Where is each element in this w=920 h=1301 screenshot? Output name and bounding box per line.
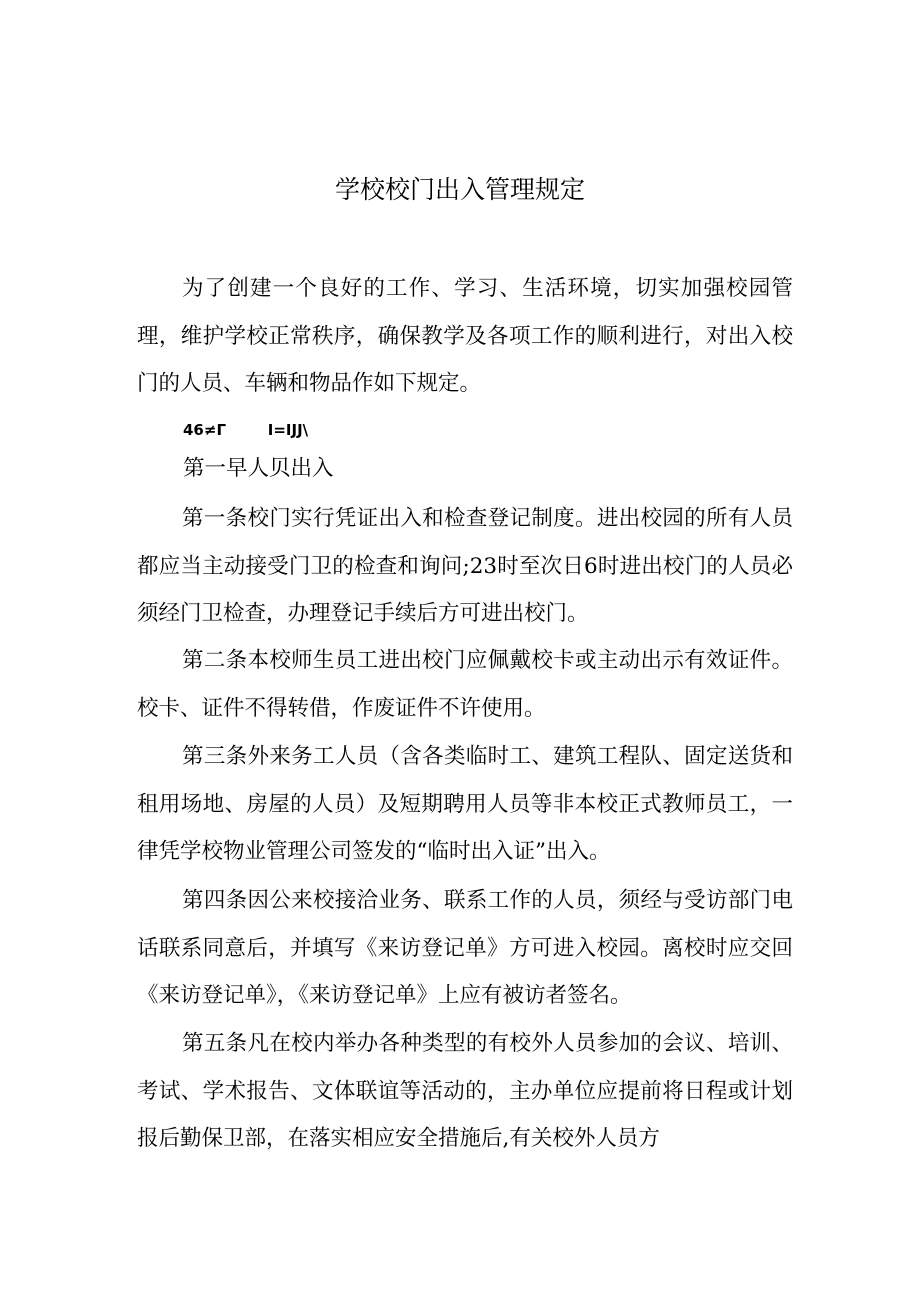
article-2: 第二条本校师生员工进出校门应佩戴校卡或主动出示有效证件。校卡、证件不得转借，作废证件不许使用。 — [137, 648, 793, 721]
scan-artifact-text: 46≠Γ I=IJJ\ — [183, 421, 309, 439]
intro-paragraph: 为了创建一个良好的工作、学习、生活环境，切实加强校园管理，维护学校正常秩序，确保教学及各项工作的顺利进行，对出入校门的人员、车辆和物品作如下规定。 — [137, 276, 793, 396]
document-title: 学校校门出入管理规定 — [334, 175, 585, 204]
article-1: 第一条校门实行凭证出入和检查登记制度。进出校园的所有人员都应当主动接受门卫的检查和询问;23时至次日6时进出校门的人员必须经门卫检查，办理登记手续后方可进出校门。 — [137, 506, 793, 626]
article-4: 第四条因公来校接洽业务、联系工作的人员，须经与受访部门电话联系同意后，并填写《来访登记单》方可进入校园。离校时应交回《来访登记单》，《来访登记单》上应有被访者签名。 — [137, 888, 793, 1008]
article-3: 第三条外来务工人员（含各类临时工、建筑工程队、固定送货和租用场地、房屋的人员）及短期聘用人员等非本校正式教师员工，一律凭学校物业管理公司签发的“临时出入证”出入。 — [137, 744, 793, 864]
chapter-heading: 第一早人贝出入 — [183, 456, 334, 481]
article-5: 第五条凡在校内举办各种类型的有校外人员参加的会议、培训、考试、学术报告、文体联谊等活动的，主办单位应提前将日程或计划报后勤保卫部，在落实相应安全措施后,有关校外人员方 — [137, 1031, 793, 1151]
